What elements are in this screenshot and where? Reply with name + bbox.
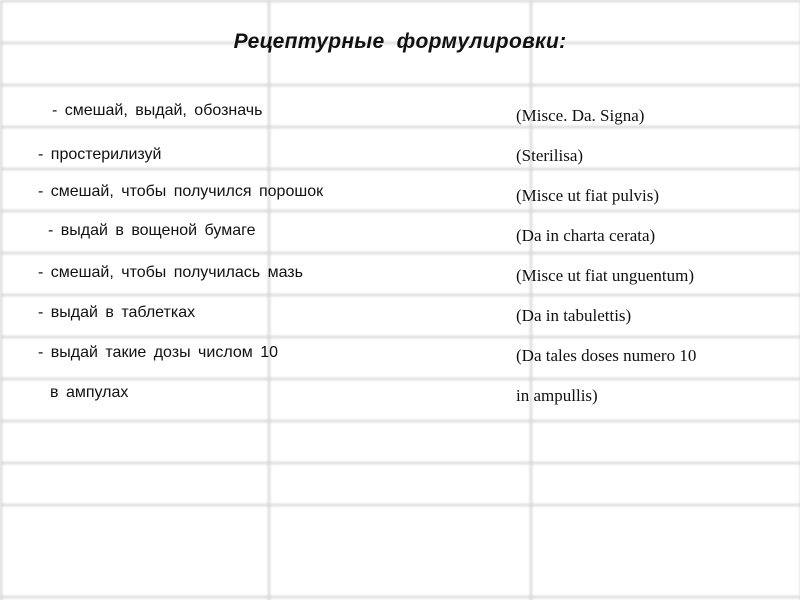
russian-phrase: - выдай в вощеной бумаге [48, 222, 256, 239]
slide-title: Рецептурные формулировки: [233, 30, 567, 53]
russian-phrase: - смешай, чтобы получилась мазь [38, 264, 303, 281]
russian-phrase: - выдай в таблетках [38, 304, 196, 321]
russian-phrase: - простерилизуй [38, 146, 162, 163]
russian-phrase: в ампулах [50, 384, 129, 401]
latin-phrase: (Da tales doses numero 10 [516, 346, 697, 365]
latin-phrase: (Misce ut fiat pulvis) [516, 186, 660, 205]
latin-phrase: in ampullis) [516, 386, 598, 405]
latin-phrase: (Misce. Da. Signa) [516, 106, 645, 125]
russian-phrase: - выдай такие дозы числом 10 [38, 344, 278, 361]
latin-phrase: (Misce ut fiat unguentum) [516, 266, 694, 285]
russian-phrase: - смешай, выдай, обозначь [52, 102, 263, 119]
latin-phrase: (Da in charta cerata) [516, 226, 656, 245]
latin-phrase: (Sterilisa) [516, 146, 584, 165]
latin-phrase: (Da in tabulettis) [516, 306, 632, 325]
russian-phrase: - смешай, чтобы получился порошок [38, 183, 324, 200]
